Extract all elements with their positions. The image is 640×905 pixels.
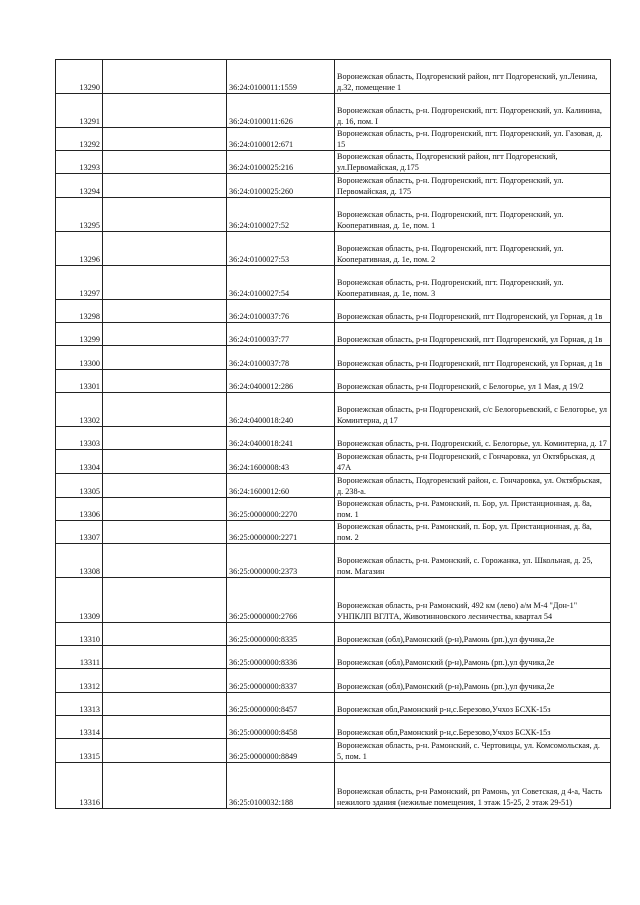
cadastral-number: 36:25:0000000:8337 bbox=[227, 669, 335, 693]
row-number: 13297 bbox=[56, 266, 103, 300]
blank-cell bbox=[103, 346, 227, 370]
blank-cell bbox=[103, 266, 227, 300]
table-row bbox=[56, 128, 611, 151]
address: Воронежская область, р-н Рамонский, рп Рамонь, ул Советская, д 4-а, Часть нежилого здания (нежилые помещения, 1 этаж 15-25, 2 этаж 29-51) bbox=[335, 763, 611, 809]
table-row bbox=[56, 739, 611, 763]
table-row bbox=[56, 60, 611, 94]
row-number: 13308 bbox=[56, 544, 103, 578]
blank-cell bbox=[103, 174, 227, 198]
table-row bbox=[56, 578, 611, 623]
row-number: 13300 bbox=[56, 346, 103, 370]
cadastral-number: 36:24:0400012:286 bbox=[227, 370, 335, 393]
blank-cell bbox=[103, 474, 227, 498]
address: Воронежская область, р-н. Подгоренский, пгт. Подгоренский, ул. Калинина, д. 16, пом. I bbox=[335, 94, 611, 128]
address: Воронежская (обл),Рамонский (р-н),Рамонь (рп.),ул фучика,2е bbox=[335, 669, 611, 693]
row-number: 13298 bbox=[56, 300, 103, 323]
cadastral-number: 36:24:0100027:53 bbox=[227, 232, 335, 266]
blank-cell bbox=[103, 151, 227, 174]
table-row bbox=[56, 393, 611, 427]
row-number: 13310 bbox=[56, 623, 103, 646]
table-row bbox=[56, 521, 611, 544]
table-row bbox=[56, 300, 611, 323]
address: Воронежская (обл),Рамонский (р-н),Рамонь (рп.),ул фучика,2е bbox=[335, 646, 611, 669]
blank-cell bbox=[103, 393, 227, 427]
row-number: 13299 bbox=[56, 323, 103, 346]
cadastral-number: 36:25:0000000:8335 bbox=[227, 623, 335, 646]
address: Воронежская область, Подгоренский район, пгт Подгоренский, ул.Ленина, д.32, помещение 1 bbox=[335, 60, 611, 94]
row-number: 13313 bbox=[56, 693, 103, 716]
row-number: 13306 bbox=[56, 498, 103, 521]
table-row bbox=[56, 94, 611, 128]
cadastral-number: 36:25:0000000:8849 bbox=[227, 739, 335, 763]
table-row bbox=[56, 544, 611, 578]
address: Воронежская обл,Рамонский р-н,с.Березово,Учхоз БСХК-15з bbox=[335, 716, 611, 739]
cadastral-number: 36:24:0400018:240 bbox=[227, 393, 335, 427]
row-number: 13294 bbox=[56, 174, 103, 198]
address: Воронежская обл,Рамонский р-н,с.Березово,Учхоз БСХК-15з bbox=[335, 693, 611, 716]
cadastral-number: 36:25:0000000:8336 bbox=[227, 646, 335, 669]
table-row bbox=[56, 693, 611, 716]
address: Воронежская (обл),Рамонский (р-н),Рамонь (рп.),ул фучика,2е bbox=[335, 623, 611, 646]
address: Воронежская область, Подгоренский район, пгт Подгоренский, ул.Первомайская, д.175 bbox=[335, 151, 611, 174]
cadastral-number: 36:24:0100027:52 bbox=[227, 198, 335, 232]
row-number: 13296 bbox=[56, 232, 103, 266]
blank-cell bbox=[103, 521, 227, 544]
blank-cell bbox=[103, 498, 227, 521]
address: Воронежская область, р-н. Рамонский, п. Бор, ул. Пристанционная, д. 8а, пом. 2 bbox=[335, 521, 611, 544]
cadastral-number: 36:24:0100037:77 bbox=[227, 323, 335, 346]
address: Воронежская область, р-н. Рамонский, п. Бор, ул. Пристанционная, д. 8а, пом. 1 bbox=[335, 498, 611, 521]
address: Воронежская область, р-н Подгоренский, с/с Белогорьевский, с Белогорье, ул Коминтерна, д 17 bbox=[335, 393, 611, 427]
cadastral-number: 36:24:0100012:671 bbox=[227, 128, 335, 151]
address: Воронежская область, р-н Подгоренский, с Белогорье, ул 1 Мая, д 19/2 bbox=[335, 370, 611, 393]
blank-cell bbox=[103, 370, 227, 393]
cadastral-number: 36:24:0100037:76 bbox=[227, 300, 335, 323]
blank-cell bbox=[103, 94, 227, 128]
address: Воронежская область, р-н. Подгоренский, пгт. Подгоренский, ул. Первомайская, д. 175 bbox=[335, 174, 611, 198]
row-number: 13315 bbox=[56, 739, 103, 763]
address: Воронежская область, р-н. Подгоренский, пгт. Подгоренский, ул. Кооперативная, д. 1е, пом. 3 bbox=[335, 266, 611, 300]
address: Воронежская область, р-н. Рамонский, с. Горожанка, ул. Школьная, д. 25, пом. Магазин bbox=[335, 544, 611, 578]
table-row bbox=[56, 716, 611, 739]
address: Воронежская область, р-н Подгоренский, пгт Подгоренский, ул Горная, д 1в bbox=[335, 300, 611, 323]
blank-cell bbox=[103, 716, 227, 739]
blank-cell bbox=[103, 623, 227, 646]
cadastral-number: 36:24:1600012:60 bbox=[227, 474, 335, 498]
cadastral-number: 36:24:0400018:241 bbox=[227, 427, 335, 450]
table-row bbox=[56, 232, 611, 266]
address: Воронежская область, р-н Подгоренский, пгт Подгоренский, ул Горная, д 1в bbox=[335, 346, 611, 370]
cadastral-number: 36:25:0000000:2766 bbox=[227, 578, 335, 623]
row-number: 13312 bbox=[56, 669, 103, 693]
cadastral-number: 36:25:0000000:2373 bbox=[227, 544, 335, 578]
blank-cell bbox=[103, 763, 227, 809]
blank-cell bbox=[103, 739, 227, 763]
row-number: 13293 bbox=[56, 151, 103, 174]
blank-cell bbox=[103, 669, 227, 693]
cadastral-number: 36:25:0000000:2270 bbox=[227, 498, 335, 521]
table-row bbox=[56, 198, 611, 232]
blank-cell bbox=[103, 578, 227, 623]
address: Воронежская область, р-н Подгоренский, с Гончаровка, ул Октябрьская, д 47А bbox=[335, 450, 611, 474]
table-row bbox=[56, 370, 611, 393]
table-row bbox=[56, 763, 611, 809]
row-number: 13290 bbox=[56, 60, 103, 94]
blank-cell bbox=[103, 198, 227, 232]
table-row bbox=[56, 323, 611, 346]
cadastral-number: 36:25:0000000:8457 bbox=[227, 693, 335, 716]
table-row bbox=[56, 450, 611, 474]
address: Воронежская область, р-н. Подгоренский, с. Белогорье, ул. Коминтерна, д. 17 bbox=[335, 427, 611, 450]
blank-cell bbox=[103, 300, 227, 323]
row-number: 13291 bbox=[56, 94, 103, 128]
address: Воронежская область, р-н. Рамонский, с. Чертовицы, ул. Комсомольская, д. 5, пом. 1 bbox=[335, 739, 611, 763]
cadastral-number: 36:25:0000000:2271 bbox=[227, 521, 335, 544]
table-row bbox=[56, 266, 611, 300]
row-number: 13295 bbox=[56, 198, 103, 232]
cadastral-number: 36:25:0100032:188 bbox=[227, 763, 335, 809]
blank-cell bbox=[103, 450, 227, 474]
table-row bbox=[56, 174, 611, 198]
table-row bbox=[56, 669, 611, 693]
row-number: 13307 bbox=[56, 521, 103, 544]
row-number: 13303 bbox=[56, 427, 103, 450]
blank-cell bbox=[103, 544, 227, 578]
table-row bbox=[56, 346, 611, 370]
table-row bbox=[56, 498, 611, 521]
address: Воронежская область, Подгоренский район, с. Гончаровка, ул. Октябрьская, д. 238-а. bbox=[335, 474, 611, 498]
registry-body bbox=[56, 60, 611, 809]
table-row bbox=[56, 646, 611, 669]
row-number: 13304 bbox=[56, 450, 103, 474]
cadastral-number: 36:24:0100025:260 bbox=[227, 174, 335, 198]
address: Воронежская область, р-н Рамонский, 492 км (лево) а/м М-4 "Дон-1" УНПКЛП ВГЛТА, Животинновского лесничества, квартал 54 bbox=[335, 578, 611, 623]
row-number: 13305 bbox=[56, 474, 103, 498]
table-row bbox=[56, 427, 611, 450]
blank-cell bbox=[103, 128, 227, 151]
cadastral-number: 36:24:1600008:43 bbox=[227, 450, 335, 474]
cadastral-number: 36:24:0100011:1559 bbox=[227, 60, 335, 94]
blank-cell bbox=[103, 60, 227, 94]
cadastral-number: 36:24:0100025:216 bbox=[227, 151, 335, 174]
row-number: 13301 bbox=[56, 370, 103, 393]
table-row bbox=[56, 151, 611, 174]
address: Воронежская область, р-н Подгоренский, пгт Подгоренский, ул Горная, д 1в bbox=[335, 323, 611, 346]
cadastral-number: 36:25:0000000:8458 bbox=[227, 716, 335, 739]
blank-cell bbox=[103, 323, 227, 346]
blank-cell bbox=[103, 427, 227, 450]
row-number: 13309 bbox=[56, 578, 103, 623]
cadastral-number: 36:24:0100011:626 bbox=[227, 94, 335, 128]
cadastral-number: 36:24:0100027:54 bbox=[227, 266, 335, 300]
address: Воронежская область, р-н. Подгоренский, пгт. Подгоренский, ул. Кооперативная, д. 1е, пом. 2 bbox=[335, 232, 611, 266]
registry-table bbox=[55, 59, 611, 809]
blank-cell bbox=[103, 693, 227, 716]
address: Воронежская область, р-н. Подгоренский, пгт. Подгоренский, ул. Газовая, д. 15 bbox=[335, 128, 611, 151]
blank-cell bbox=[103, 646, 227, 669]
address: Воронежская область, р-н. Подгоренский, пгт. Подгоренский, ул. Кооперативная, д. 1е, пом. 1 bbox=[335, 198, 611, 232]
row-number: 13292 bbox=[56, 128, 103, 151]
blank-cell bbox=[103, 232, 227, 266]
table-row bbox=[56, 474, 611, 498]
row-number: 13302 bbox=[56, 393, 103, 427]
row-number: 13316 bbox=[56, 763, 103, 809]
table-row bbox=[56, 623, 611, 646]
row-number: 13311 bbox=[56, 646, 103, 669]
cadastral-number: 36:24:0100037:78 bbox=[227, 346, 335, 370]
row-number: 13314 bbox=[56, 716, 103, 739]
